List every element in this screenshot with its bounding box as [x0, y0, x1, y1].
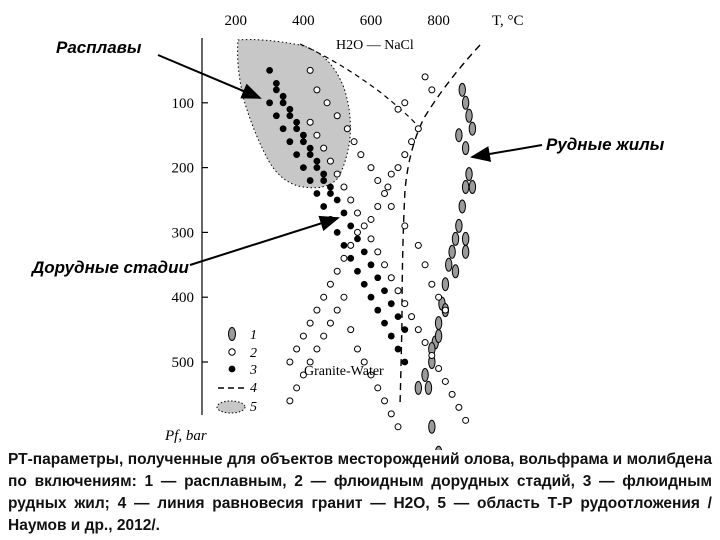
inclusion-type2-point	[375, 385, 381, 391]
inclusion-type1-point	[452, 265, 458, 278]
inclusion-type3-point	[334, 197, 341, 204]
y-axis-label: Pf, bar	[165, 428, 207, 444]
inclusion-type2-point	[334, 171, 340, 177]
inclusion-type2-point	[388, 171, 394, 177]
inclusion-type3-point	[300, 138, 307, 145]
h2o-nacl-label: H2O — NaCl	[336, 38, 414, 53]
x-tick-label: 200	[224, 13, 248, 29]
inclusion-type2-point	[307, 67, 313, 73]
inclusion-type3-point	[300, 164, 307, 171]
inclusion-type3-point	[374, 274, 381, 281]
inclusion-type2-point	[382, 262, 388, 268]
inclusion-type2-point	[368, 165, 374, 171]
inclusion-type3-point	[347, 223, 354, 230]
inclusion-type3-point	[280, 125, 287, 132]
inclusion-type3-point	[280, 99, 287, 106]
inclusion-type3-point	[320, 171, 327, 178]
inclusion-type3-point	[341, 242, 348, 249]
legend-label-4: 4	[250, 381, 257, 396]
inclusion-type2-point	[327, 158, 333, 164]
inclusion-type1-point	[449, 245, 455, 258]
inclusion-type1-point	[452, 232, 458, 245]
inclusion-type2-point	[395, 106, 401, 112]
inclusion-type2-point	[449, 391, 455, 397]
inclusion-type3-point	[354, 235, 361, 242]
inclusion-type3-point	[368, 261, 375, 268]
inclusion-type3-point	[374, 307, 381, 314]
inclusion-type3-point	[293, 125, 300, 132]
inclusion-type1-point	[462, 96, 468, 109]
legend-symbol-1	[229, 328, 236, 341]
inclusion-type1-point	[462, 232, 468, 245]
y-tick-label: 500	[171, 355, 194, 371]
inclusion-type3-point	[293, 151, 300, 158]
inclusion-type1-point	[459, 200, 465, 213]
inclusion-type2-point	[395, 424, 401, 430]
inclusion-type2-point	[344, 126, 350, 132]
inclusion-type1-point	[462, 245, 468, 258]
x-tick-label: 400	[292, 13, 315, 29]
inclusion-type3-point	[354, 268, 361, 275]
inclusion-type3-point	[368, 294, 375, 301]
inclusion-type2-point	[361, 223, 367, 229]
inclusion-type2-point	[429, 281, 435, 287]
legend-label-5: 5	[250, 400, 257, 415]
inclusion-type2-point	[354, 346, 360, 352]
pre-ore-callout: Дорудные стадии	[32, 258, 189, 277]
inclusion-type1-point	[462, 142, 468, 155]
inclusion-type1-point	[429, 420, 435, 433]
inclusion-type2-point	[395, 165, 401, 171]
inclusion-type2-point	[327, 320, 333, 326]
inclusion-type3-point	[381, 320, 388, 327]
inclusion-type3-point	[280, 93, 287, 100]
inclusion-type2-point	[287, 359, 293, 365]
inclusion-type1-point	[456, 129, 462, 142]
inclusion-type2-point	[294, 385, 300, 391]
inclusion-type3-point	[320, 177, 327, 184]
legend	[217, 328, 257, 416]
inclusion-type3-point	[388, 300, 395, 307]
inclusion-type3-point	[361, 248, 368, 255]
inclusion-type2-point	[436, 294, 442, 300]
inclusion-type2-point	[382, 398, 388, 404]
inclusion-type2-point	[307, 320, 313, 326]
inclusion-type1-point	[456, 219, 462, 232]
inclusion-type2-point	[375, 178, 381, 184]
inclusion-type1-point	[469, 181, 475, 194]
inclusion-type3-point	[307, 177, 314, 184]
legend-label-1: 1	[250, 328, 257, 343]
legend-symbol-3	[229, 366, 236, 373]
inclusion-type2-point	[388, 411, 394, 417]
inclusion-type2-point	[415, 242, 421, 248]
inclusion-type3-point	[401, 359, 408, 366]
y-tick-label: 300	[171, 225, 194, 242]
inclusion-type1-point	[462, 181, 468, 194]
ore-veins-callout: Рудные жилы	[546, 135, 665, 154]
x-tick-label: 600	[359, 13, 383, 29]
inclusion-type2-point	[307, 119, 313, 125]
inclusion-type2-point	[402, 152, 408, 158]
inclusion-type2-point	[415, 126, 421, 132]
inclusion-type1-point	[459, 83, 465, 96]
inclusion-type2-point	[321, 294, 327, 300]
inclusion-type2-point	[321, 333, 327, 339]
inclusion-type2-point	[456, 404, 462, 410]
inclusion-type2-point	[294, 346, 300, 352]
inclusion-type2-point	[354, 229, 360, 235]
x-axis-label: T, °C	[492, 13, 524, 29]
inclusion-type3-point	[266, 99, 273, 106]
inclusion-type2-point	[402, 301, 408, 307]
inclusion-type2-point	[321, 145, 327, 151]
inclusion-type2-point	[402, 100, 408, 106]
x-tick-label: 800	[427, 13, 450, 29]
inclusion-type3-point	[307, 151, 314, 158]
inclusion-type2-point	[334, 268, 340, 274]
inclusion-type1-point	[435, 330, 441, 343]
inclusion-type1-point	[422, 368, 428, 381]
inclusion-type2-point	[422, 262, 428, 268]
inclusion-type3-point	[286, 138, 293, 145]
inclusion-type1-point	[415, 381, 421, 394]
inclusion-type2-point	[436, 365, 442, 371]
inclusion-type3-point	[286, 106, 293, 113]
melts-callout: Расплавы	[56, 38, 142, 57]
inclusion-type2-point	[334, 307, 340, 313]
inclusion-type3-point	[320, 203, 327, 210]
inclusion-type2-point	[463, 417, 469, 423]
inclusion-type2-point	[382, 191, 388, 197]
inclusion-type3-point	[314, 164, 321, 171]
inclusion-type3-point	[347, 255, 354, 262]
inclusion-type2-point	[324, 100, 330, 106]
inclusion-type2-point	[341, 294, 347, 300]
inclusion-type2-point	[395, 288, 401, 294]
inclusion-type2-point	[422, 74, 428, 80]
inclusion-type3-point	[273, 86, 280, 93]
inclusion-type2-point	[375, 203, 381, 209]
inclusion-type3-point	[327, 184, 334, 191]
inclusion-type3-point	[314, 190, 321, 197]
inclusion-type3-point	[395, 346, 402, 353]
inclusion-type1-point	[446, 258, 452, 271]
inclusion-type2-point	[348, 242, 354, 248]
inclusion-type2-point	[422, 340, 428, 346]
inclusion-type3-point	[361, 281, 368, 288]
inclusion-type1-point	[425, 381, 431, 394]
inclusion-type2-point	[442, 307, 448, 313]
inclusion-type2-point	[358, 152, 364, 158]
legend-symbol-2	[229, 349, 235, 355]
y-tick-label: 400	[171, 290, 194, 307]
inclusion-type2-point	[409, 139, 415, 145]
inclusion-type1-point	[466, 109, 472, 122]
inclusion-type3-point	[341, 210, 348, 217]
inclusion-type2-point	[354, 210, 360, 216]
legend-label-2: 2	[250, 346, 257, 361]
inclusion-type2-point	[429, 353, 435, 359]
inclusion-type1-point	[469, 122, 475, 135]
inclusion-type3-point	[388, 333, 395, 340]
inclusion-type2-point	[341, 255, 347, 261]
inclusion-type2-point	[368, 216, 374, 222]
ore-veins-arrow	[472, 145, 542, 157]
inclusion-type2-point	[334, 113, 340, 119]
inclusion-type3-point	[307, 145, 314, 152]
inclusion-type3-point	[300, 132, 307, 139]
inclusion-type3-point	[273, 112, 280, 119]
legend-symbol-5	[217, 401, 245, 413]
inclusion-type2-point	[375, 249, 381, 255]
y-tick-label: 100	[171, 95, 194, 112]
figure-caption: РТ-параметры, полученные для объектов месторождений олова, вольфрама и молибдена по включениям: 1 — расплавным, 2 — флюидным дорудных стадий, 3 — флюидным рудных жил; 4 — линия равновесия гранит — Н2О, 5 — область Т-Р рудоотложения /Наумов и др., 2012/.	[8, 451, 712, 534]
inclusion-type2-point	[314, 307, 320, 313]
inclusion-type2-point	[348, 197, 354, 203]
inclusion-type2-point	[442, 378, 448, 384]
inclusion-type2-point	[351, 139, 357, 145]
inclusion-type2-point	[385, 184, 391, 190]
inclusion-type2-point	[327, 281, 333, 287]
inclusion-type3-point	[293, 119, 300, 126]
inclusion-type2-point	[348, 327, 354, 333]
legend-label-3: 3	[250, 363, 257, 378]
granite-water-label: Granite-Water	[304, 364, 384, 379]
inclusion-type3-point	[334, 229, 341, 236]
inclusion-type2-point	[415, 327, 421, 333]
inclusion-type2-point	[314, 132, 320, 138]
inclusion-type3-point	[266, 67, 273, 74]
inclusion-type2-point	[314, 87, 320, 93]
inclusion-type3-point	[314, 158, 321, 165]
inclusion-type2-point	[429, 87, 435, 93]
inclusion-type3-point	[327, 190, 334, 197]
inclusion-type1-point	[466, 168, 472, 181]
inclusion-type2-point	[409, 314, 415, 320]
inclusion-type3-point	[395, 313, 402, 320]
inclusion-type2-point	[287, 398, 293, 404]
pre-ore-arrow	[190, 218, 338, 265]
y-tick-label: 200	[171, 160, 194, 177]
inclusion-type2-point	[341, 184, 347, 190]
inclusion-type2-point	[368, 236, 374, 242]
inclusion-type2-point	[402, 223, 408, 229]
inclusion-type2-point	[388, 203, 394, 209]
inclusion-type2-point	[314, 346, 320, 352]
inclusion-type2-point	[300, 333, 306, 339]
inclusion-type3-point	[286, 112, 293, 119]
inclusion-type3-point	[273, 80, 280, 87]
inclusion-type1-point	[442, 278, 448, 291]
inclusion-type2-point	[388, 275, 394, 281]
inclusion-type3-point	[401, 326, 408, 333]
inclusion-type1-point	[435, 317, 441, 330]
inclusion-type3-point	[381, 287, 388, 294]
